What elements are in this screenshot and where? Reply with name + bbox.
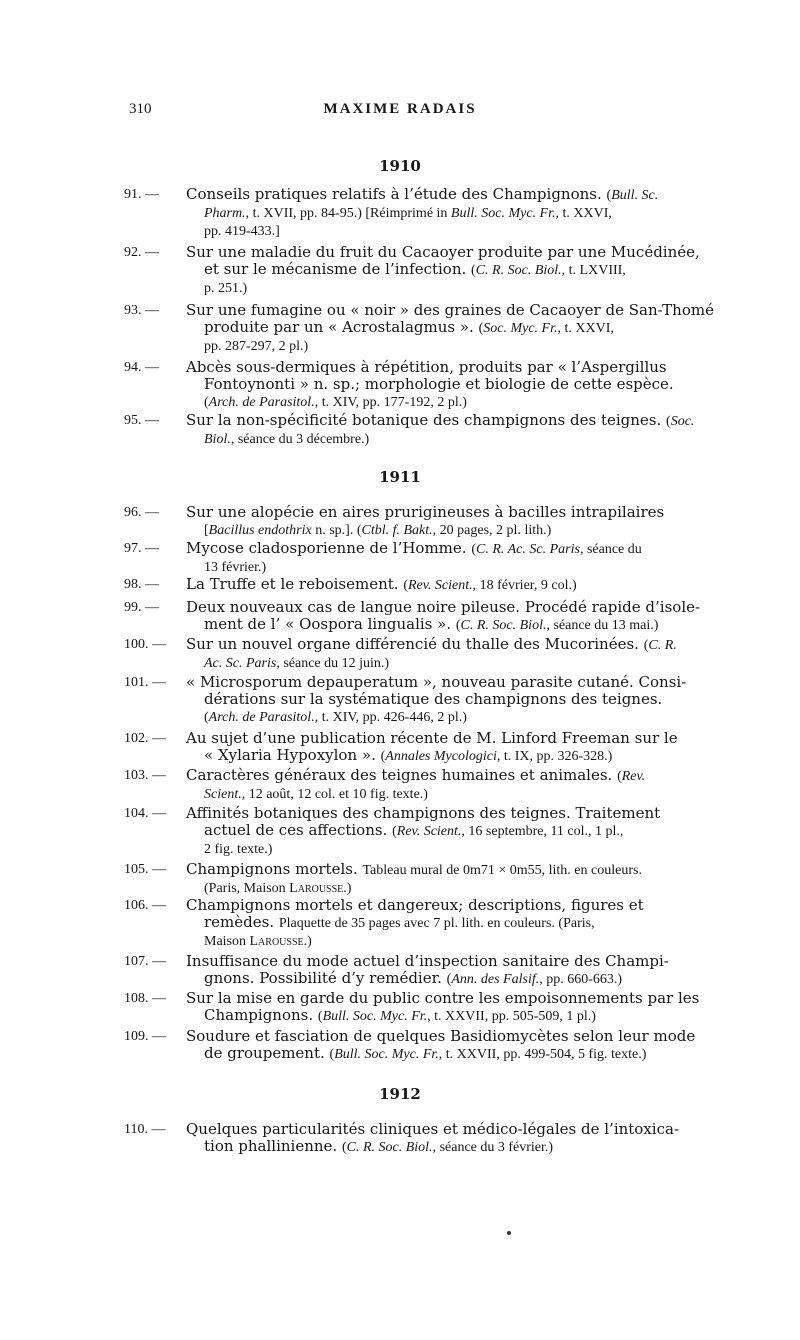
entry-number: 94. — [124, 360, 159, 375]
text-run: « Microsporum depauperatum », nouveau parasite cutané. Consi- [186, 673, 687, 691]
text-run: [ [204, 523, 209, 538]
text-run: Affinités botaniques des champignons des teignes. Traitement [186, 804, 661, 822]
entry-line [186, 1121, 732, 1138]
entry-line [186, 576, 732, 594]
entry-line [186, 861, 732, 879]
running-head: MAXIME RADAIS [323, 101, 477, 117]
text-run: ( [341, 1140, 347, 1155]
text-run: ( [329, 1047, 335, 1062]
text-run: remèdes. [204, 913, 279, 931]
entry-line [186, 805, 732, 822]
entry-line [186, 540, 732, 558]
entry-line [186, 393, 732, 411]
text-run: Soc. [670, 414, 695, 429]
entry-line [186, 244, 732, 261]
text-run: ( [455, 618, 461, 633]
entry-line [186, 785, 732, 803]
entry-text [186, 767, 732, 803]
text-run: Bull. Sc. [611, 188, 659, 203]
entry-line [186, 504, 732, 521]
entry-text [186, 953, 732, 988]
entry-text [186, 412, 732, 448]
entry-number: 104. — [124, 806, 166, 821]
entry-number: 95. — [124, 413, 159, 428]
entry-line [186, 691, 732, 708]
text-run: Tableau mural de 0m71 × 0m55, lith. en couleurs. [362, 863, 642, 878]
text-run: ( [471, 263, 476, 278]
entry-line [186, 337, 732, 355]
text-run: Insuffisance du mode actuel d’inspection sanitaire des Champi- [186, 952, 669, 970]
text-run: , t. XXVII, pp. 505-509, 1 pl.) [427, 1009, 596, 1024]
text-run: Larousse [289, 881, 344, 896]
text-run: Plaquette de 35 pages avec 7 pl. lith. en couleurs. (Paris, [278, 916, 595, 931]
entry-line [186, 730, 732, 747]
entry-number: 110. — [124, 1122, 166, 1137]
text-run: ( [380, 749, 386, 764]
text-run: Soc. Myc. Fr. [483, 321, 558, 336]
text-run: n. sp.]. ( [311, 523, 362, 538]
text-run: Biol. [204, 432, 231, 447]
text-run: Bull. Soc. Myc. Fr. [450, 206, 556, 221]
entry-line [186, 840, 732, 858]
text-run: Conseils pratiques relatifs à l’étude des Champignons. [186, 185, 607, 203]
text-run: , séance du [579, 542, 642, 557]
text-run: , t. XXVII, pp. 499-504, 5 fig. texte.) [438, 1047, 647, 1062]
entry-number: 106. — [124, 898, 166, 913]
text-run: , t. LXVIII, [561, 263, 626, 278]
entry-line [186, 1045, 732, 1063]
entry-line [186, 897, 732, 914]
entry-number: 97. — [124, 541, 159, 556]
text-run: Abcès sous-dermiques à répétition, produits par « l’Aspergillus [186, 358, 667, 376]
text-run: , t. IX, pp. 326-328.) [496, 749, 613, 764]
text-run: ( [403, 578, 408, 593]
text-run: Caractères généraux des teignes humaines et animales. [186, 766, 618, 784]
entry-number: 92. — [124, 245, 159, 260]
text-run: Ctbl. f. Bakt. [361, 523, 433, 538]
text-run: Ac. Sc. Paris [204, 656, 277, 671]
entry-line [186, 1028, 732, 1045]
text-run: Scient. [204, 787, 242, 802]
entry-text [186, 636, 732, 672]
entry-line [186, 616, 732, 634]
entry-text [186, 990, 732, 1025]
entry-line [186, 767, 732, 785]
text-run: Arch. de Parasitol. [208, 395, 315, 410]
entry-number: 108. — [124, 991, 166, 1006]
entry-text [186, 576, 732, 594]
text-run: Sur la mise en garde du public contre les empoisonnements par les [186, 989, 700, 1007]
entry-line [186, 636, 732, 654]
text-run: Bacillus endothrix [208, 523, 312, 538]
text-run: dérations sur la systématique des champignons des teignes. [204, 690, 663, 708]
text-run: Sur une maladie du fruit du Cacaoyer produite par une Mucédinée, [186, 243, 700, 261]
entry-line [186, 953, 732, 970]
entry-text [186, 599, 732, 634]
text-run: tion phallinienne. [204, 1137, 342, 1155]
text-run: Pharm. [204, 206, 246, 221]
text-run: C. R. [648, 638, 677, 653]
text-run: ( [617, 769, 622, 784]
text-run: pp. 287-297, 2 pl.) [204, 339, 309, 354]
text-run: Au sujet d’une publication récente de M. Linford Freeman sur le [186, 729, 678, 747]
entry-text [186, 540, 732, 576]
entry-number: 107. — [124, 954, 166, 969]
text-run: Rev. [621, 769, 646, 784]
text-run: « Xylaria Hypoxylon ». [204, 746, 381, 764]
text-run: Mycose cladosporienne de l’Homme. [186, 539, 472, 557]
text-run: Bull. Soc. Myc. Fr. [322, 1009, 428, 1024]
entry-number: 109. — [124, 1029, 166, 1044]
entry-line [186, 302, 732, 319]
text-run: C. R. Soc. Biol. [346, 1140, 433, 1155]
entry-text [186, 805, 732, 858]
text-run: Deux nouveaux cas de langue noire pileuse. Procédé rapide d’isole- [186, 598, 701, 616]
text-run: , 20 pages, 2 pl. lith.) [432, 523, 552, 538]
text-run: Rev. Scient. [407, 578, 473, 593]
text-run: , séance du 12 juin.) [276, 656, 390, 671]
text-run: Annales Mycologici [385, 749, 497, 764]
text-run: p. 251.) [204, 281, 248, 296]
entry-line [186, 1138, 732, 1156]
text-run: Sur une fumagine ou « noir » des graines de Cacaoyer de San-Thomé [186, 301, 714, 319]
text-run: Maison [204, 934, 250, 949]
text-run: Sur une alopécie en aires prurigineuses à bacilles intrapilaires [186, 503, 665, 521]
text-run: , t. XIV, pp. 426-446, 2 pl.) [314, 710, 467, 725]
entry-line [186, 879, 732, 897]
text-run: C. R. Soc. Biol. [460, 618, 547, 633]
entry-line [186, 747, 732, 765]
text-run: Sur un nouvel organe différencié du thalle des Mucorinées. [186, 635, 644, 653]
text-run: ( [204, 395, 209, 410]
text-run: ( [204, 710, 209, 725]
text-run: Fontoynonti » n. sp.; morphologie et biologie de cette espèce. [204, 375, 674, 393]
entry-line [186, 204, 732, 222]
text-run: ( [478, 321, 484, 336]
entry-line [186, 990, 732, 1007]
text-run: (Paris, Maison [204, 881, 290, 896]
text-run: C. R. Soc. Biol. [475, 263, 562, 278]
text-run: Rev. Scient. [396, 824, 462, 839]
text-run: de groupement. [204, 1044, 330, 1062]
text-run: ( [317, 1009, 323, 1024]
year-heading: 1910 [379, 157, 421, 175]
text-run: C. R. Ac. Sc. Paris [475, 542, 580, 557]
entry-number: 103. — [124, 768, 166, 783]
entry-line [186, 279, 732, 297]
text-run: Soudure et fasciation de quelques Basidiomycètes selon leur mode [186, 1027, 696, 1045]
text-run: ment de l’ « Oospora lingualis ». [204, 615, 456, 633]
text-run: Champignons mortels. [186, 860, 363, 878]
entry-text [186, 359, 732, 411]
text-run: , t. XXVI, [555, 206, 612, 221]
entry-line [186, 359, 732, 376]
text-run: , 16 septembre, 11 col., 1 pl., [461, 824, 624, 839]
text-run: Champignons mortels et dangereux; descriptions, figures et [186, 896, 644, 914]
text-run: , t. XIV, pp. 177-192, 2 pl.) [314, 395, 467, 410]
entry-text [186, 244, 732, 297]
text-run: 2 fig. texte.) [204, 842, 273, 857]
entry-number: 99. — [124, 600, 159, 615]
entry-line [186, 521, 732, 539]
entry-line [186, 822, 732, 840]
entry-text [186, 861, 732, 897]
year-heading: 1911 [379, 468, 421, 486]
entry-line [186, 932, 732, 950]
text-run: ( [666, 414, 671, 429]
text-run: ( [606, 188, 612, 203]
entry-line [186, 558, 732, 576]
entry-line [186, 914, 732, 932]
text-run: , séance du 13 mai.) [546, 618, 659, 633]
text-run: , séance du 3 décembre.) [230, 432, 370, 447]
text-run: actuel de ces affections. [204, 821, 393, 839]
text-run: Ann. des Falsif. [451, 972, 540, 987]
text-run: ( [392, 824, 397, 839]
entry-line [186, 674, 732, 691]
entry-line [186, 1007, 732, 1025]
entry-line [186, 186, 732, 204]
entry-number: 101. — [124, 675, 166, 690]
text-run: , 18 février, 9 col.) [472, 578, 577, 593]
text-run: Sur la non-spécificité botanique des champignons des teignes. [186, 411, 667, 429]
entry-line [186, 708, 732, 726]
text-run: , séance du 3 février.) [432, 1140, 554, 1155]
entry-line [186, 970, 732, 988]
text-run: , t. XVII, pp. 84-95.) [Réimprimé in [245, 206, 451, 221]
entry-text [186, 186, 732, 240]
entry-text [186, 1028, 732, 1063]
text-run: ( [643, 638, 649, 653]
year-heading: 1912 [379, 1085, 421, 1103]
ink-dot [507, 1231, 511, 1235]
text-run: , t. XXVI, [557, 321, 614, 336]
entry-line [186, 654, 732, 672]
text-run: Quelques particularités cliniques et médico-légales de l’intoxica- [186, 1120, 680, 1138]
text-run: pp. 419-433.] [204, 224, 280, 239]
text-run: gnons. Possibilité d’y remédier. [204, 969, 447, 987]
entry-line [186, 261, 732, 279]
entry-line [186, 412, 732, 430]
entry-number: 100. — [124, 637, 166, 652]
entry-number: 91. — [124, 187, 159, 202]
text-run: La Truffe et le reboisement. [186, 575, 404, 593]
entry-number: 98. — [124, 577, 159, 592]
entry-line [186, 376, 732, 393]
entry-text [186, 302, 732, 355]
entry-number: 93. — [124, 303, 159, 318]
text-run: et sur le mécanisme de l’infection. [204, 260, 472, 278]
entry-text [186, 1121, 732, 1156]
entry-line [186, 319, 732, 337]
entry-number: 96. — [124, 505, 159, 520]
entry-line [186, 599, 732, 616]
text-run: Arch. de Parasitol. [208, 710, 315, 725]
entry-number: 102. — [124, 731, 166, 746]
text-run: Champignons. [204, 1006, 318, 1024]
entry-text [186, 504, 732, 539]
text-run: 13 février.) [204, 560, 267, 575]
entry-text [186, 897, 732, 950]
entry-number: 105. — [124, 862, 166, 877]
text-run: , 12 août, 12 col. et 10 fig. texte.) [241, 787, 428, 802]
text-run: .) [303, 934, 312, 949]
entry-text [186, 730, 732, 765]
text-run: Larousse [249, 934, 304, 949]
page-number: 310 [129, 101, 152, 117]
text-run: produite par un « Acrostalagmus ». [204, 318, 479, 336]
text-run: ( [471, 542, 476, 557]
entry-line [186, 222, 732, 240]
text-run: ( [446, 972, 452, 987]
text-run: , pp. 660-663.) [539, 972, 623, 987]
entry-text [186, 674, 732, 726]
text-run: Bull. Soc. Myc. Fr. [334, 1047, 439, 1062]
text-run: .) [343, 881, 352, 896]
entry-line [186, 430, 732, 448]
